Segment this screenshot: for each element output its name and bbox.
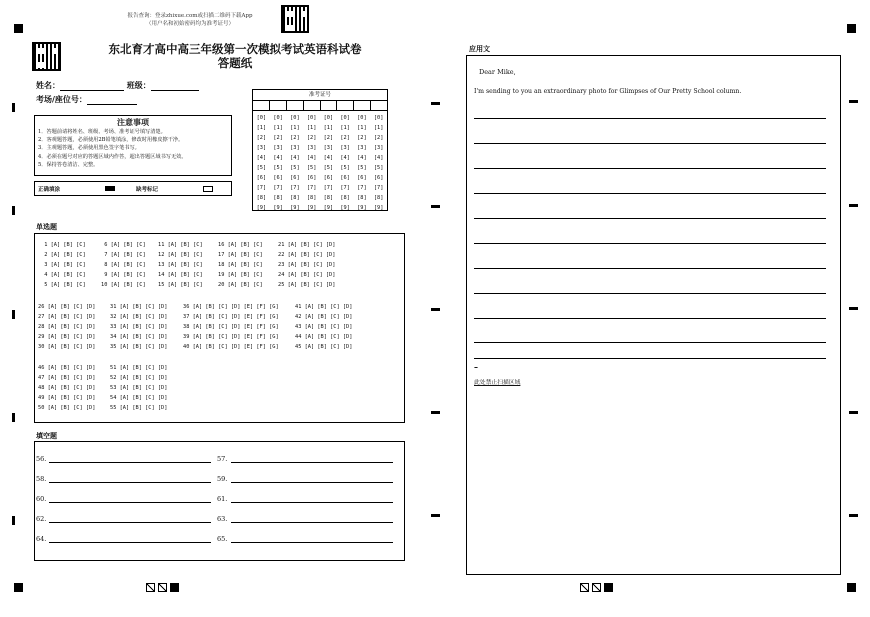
exam-id-digit[interactable]: [9] [306, 205, 317, 211]
exam-id-digit[interactable]: [4] [290, 155, 300, 161]
timing-mark [431, 102, 440, 105]
corner-mark-top-left [14, 24, 23, 33]
choice-question[interactable]: 9 [A] [B] [C] [101, 272, 146, 278]
fill-blank-line[interactable] [49, 522, 211, 523]
exam-id-digit[interactable]: [7] [273, 185, 283, 191]
choice-question[interactable]: 21 [A] [B] [C] [D] [278, 242, 336, 248]
exam-id-digit[interactable]: [0] [373, 115, 384, 121]
name-blank[interactable] [60, 82, 124, 91]
exam-id-digit[interactable]: [4] [256, 155, 267, 161]
report-query-line2: （用户名和初始密码均为准考证号） [145, 21, 234, 27]
choice-question[interactable]: 6 [A] [B] [C] [101, 242, 146, 248]
exam-id-digit[interactable]: [9] [290, 205, 300, 211]
choice-question[interactable]: 41 [A] [B] [C] [D] [295, 304, 353, 310]
exam-id-digit[interactable]: [7] [323, 185, 334, 191]
exam-id-digit[interactable]: [3] [306, 145, 317, 151]
correct-fill-label: 正确填涂 [38, 187, 61, 193]
notice-box [34, 115, 232, 176]
choice-question[interactable]: 52 [A] [B] [C] [D] [110, 375, 168, 381]
choice-question[interactable]: 44 [A] [B] [C] [D] [295, 334, 353, 340]
exam-id-column[interactable] [271, 113, 285, 213]
choice-question[interactable]: 1 [A] [B] [C] [41, 242, 86, 248]
choice-question[interactable]: 17 [A] [B] [C] [218, 252, 263, 258]
choice-question[interactable]: 46 [A] [B] [C] [D] [38, 365, 96, 371]
fill-blank-number: 57. [217, 455, 228, 463]
choice-question[interactable]: 8 [A] [B] [C] [101, 262, 146, 268]
exam-id-digit[interactable]: [1] [323, 125, 334, 131]
choice-question[interactable]: 35 [A] [B] [C] [D] [110, 344, 168, 350]
single-choice-title: 单选题 [36, 223, 57, 231]
fill-blank-number: 65. [217, 535, 228, 543]
choice-question[interactable]: 31 [A] [B] [C] [D] [110, 304, 168, 310]
exam-id-digit[interactable]: [5] [323, 165, 334, 171]
choice-question[interactable]: 40 [A] [B] [C] [D] [E] [F] [G] [183, 344, 279, 350]
choice-question[interactable]: 23 [A] [B] [C] [D] [278, 262, 336, 268]
fill-blank-line[interactable] [49, 482, 211, 483]
exam-id-digit[interactable]: [7] [256, 185, 267, 191]
absent-mark-checkbox[interactable] [203, 186, 213, 192]
exam-id-digit[interactable]: [6] [273, 175, 283, 181]
exam-id-digit[interactable]: [8] [373, 195, 384, 201]
exam-id-digit[interactable]: [0] [256, 115, 267, 121]
exam-id-digit[interactable]: [1] [290, 125, 300, 131]
choice-question[interactable]: 37 [A] [B] [C] [D] [E] [F] [G] [183, 314, 279, 320]
fill-blank-number: 62. [36, 515, 47, 523]
name-label: 姓名： [36, 81, 60, 90]
exam-id-digit[interactable]: [2] [256, 135, 267, 141]
timing-mark [849, 204, 858, 207]
exam-id-column[interactable] [305, 113, 319, 213]
writing-line[interactable] [474, 358, 826, 359]
timing-mark [431, 514, 440, 517]
exam-id-digit[interactable]: [7] [306, 185, 317, 191]
exam-id-digit[interactable]: [8] [340, 195, 350, 201]
choice-question[interactable]: 42 [A] [B] [C] [D] [295, 314, 353, 320]
choice-question[interactable]: 11 [A] [B] [C] [158, 242, 203, 248]
exam-id-grid [252, 89, 388, 211]
choice-question[interactable]: 2 [A] [B] [C] [41, 252, 86, 258]
choice-question[interactable]: 30 [A] [B] [C] [D] [38, 344, 96, 350]
class-label: 班级： [126, 81, 151, 90]
exam-id-digit[interactable]: [7] [290, 185, 300, 191]
exam-id-column[interactable] [288, 113, 302, 213]
exam-id-digit[interactable]: [3] [256, 145, 267, 151]
fill-blank-line[interactable] [231, 522, 393, 523]
exam-id-digit[interactable]: [1] [373, 125, 384, 131]
exam-id-digit[interactable]: [4] [357, 155, 367, 161]
exam-id-column[interactable] [338, 113, 352, 213]
choice-question[interactable]: 4 [A] [B] [C] [41, 272, 86, 278]
exam-id-digit[interactable]: [5] [256, 165, 267, 171]
corner-mark-top-right [847, 24, 856, 33]
exam-id-digit[interactable]: [0] [357, 115, 367, 121]
exam-id-digit[interactable]: [2] [323, 135, 334, 141]
exam-id-digit[interactable]: [9] [273, 205, 283, 211]
writing-line[interactable] [474, 193, 826, 194]
exam-title [90, 42, 380, 70]
choice-question[interactable]: 47 [A] [B] [C] [D] [38, 375, 96, 381]
timing-mark [849, 307, 858, 310]
exam-title-line1: 东北育才高中高三年级第一次模拟考试英语科试卷 [108, 42, 362, 56]
exam-id-digit[interactable]: [3] [273, 145, 283, 151]
choice-question[interactable]: 27 [A] [B] [C] [D] [38, 314, 96, 320]
exam-id-digit[interactable]: [0] [323, 115, 334, 121]
exam-id-digit[interactable]: [4] [323, 155, 334, 161]
writing-line[interactable] [474, 293, 826, 294]
choice-question[interactable]: 55 [A] [B] [C] [D] [110, 405, 168, 411]
exam-id-digit[interactable]: [2] [290, 135, 300, 141]
fill-blank-number: 64. [36, 535, 47, 543]
exam-id-digit[interactable]: [8] [306, 195, 317, 201]
exam-id-digit[interactable]: [3] [323, 145, 334, 151]
choice-question[interactable]: 34 [A] [B] [C] [D] [110, 334, 168, 340]
choice-question[interactable]: 45 [A] [B] [C] [D] [295, 344, 353, 350]
exam-title-line2: 答题纸 [217, 56, 253, 70]
fill-blank-number: 63. [217, 515, 228, 523]
exam-id-digit[interactable]: [9] [373, 205, 384, 211]
choice-question[interactable]: 32 [A] [B] [C] [D] [110, 314, 168, 320]
timing-mark [849, 411, 858, 414]
choice-question[interactable]: 22 [A] [B] [C] [D] [278, 252, 336, 258]
choice-question[interactable]: 49 [A] [B] [C] [D] [38, 395, 96, 401]
exam-id-digit[interactable]: [0] [273, 115, 283, 121]
exam-id-digit[interactable]: [8] [290, 195, 300, 201]
forbidden-area-label: 此处禁止扫描区域 [474, 380, 521, 386]
exam-id-digit[interactable]: [1] [357, 125, 367, 131]
exam-id-digit[interactable]: [8] [323, 195, 334, 201]
exam-id-digit[interactable]: [8] [256, 195, 267, 201]
choice-question[interactable]: 29 [A] [B] [C] [D] [38, 334, 96, 340]
choice-question[interactable]: 14 [A] [B] [C] [158, 272, 203, 278]
page-code-left [146, 583, 179, 592]
exam-id-digit[interactable]: [9] [340, 205, 350, 211]
exam-id-digit[interactable]: [7] [373, 185, 384, 191]
notice-item: 4．必须在题号对应的答题区域内作答，超出答题区域书写无效。 [38, 153, 187, 160]
exam-id-digit[interactable]: [1] [340, 125, 350, 131]
exam-id-digit[interactable]: [4] [273, 155, 283, 161]
exam-id-digit[interactable]: [4] [306, 155, 317, 161]
notice-title: 注意事项 [117, 118, 149, 127]
exam-id-digit[interactable]: [3] [340, 145, 350, 151]
exam-id-digit[interactable]: [2] [273, 135, 283, 141]
choice-question[interactable]: 33 [A] [B] [C] [D] [110, 324, 168, 330]
exam-id-digit[interactable]: [6] [373, 175, 384, 181]
report-query-line1: 报告查询：登录zhixue.com或扫描二维码下载App [127, 13, 253, 19]
timing-mark [431, 411, 440, 414]
choice-question[interactable]: 43 [A] [B] [C] [D] [295, 324, 353, 330]
name-field[interactable] [36, 80, 199, 91]
exam-id-column[interactable] [321, 113, 335, 213]
class-blank[interactable] [151, 82, 199, 91]
notice-item: 1．答题前请将姓名、班级、考场、准考证号填写清楚。 [38, 129, 166, 135]
writing-line[interactable] [474, 168, 826, 169]
absent-mark-label: 缺考标记 [136, 187, 159, 193]
corner-mark-bottom-left [14, 583, 23, 592]
choice-question[interactable]: 38 [A] [B] [C] [D] [E] [F] [G] [183, 324, 279, 330]
room-blank[interactable] [87, 96, 137, 105]
exam-id-digit[interactable]: [2] [357, 135, 367, 141]
fill-blank-line[interactable] [49, 462, 211, 463]
exam-id-column[interactable] [372, 113, 386, 213]
exam-id-digit[interactable]: [6] [357, 175, 367, 181]
timing-mark [849, 514, 858, 517]
notice-item: 2．客观题答题，必须使用2B铅笔填涂，修改时用橡皮擦干净。 [38, 137, 184, 144]
exam-id-digit[interactable]: [3] [373, 145, 384, 151]
timing-mark [12, 413, 15, 422]
fill-blank-number: 58. [36, 475, 47, 483]
correct-fill-sample [105, 186, 115, 191]
writing-line[interactable] [474, 218, 826, 219]
choice-question[interactable]: 15 [A] [B] [C] [158, 282, 203, 288]
writing-line[interactable] [474, 318, 826, 319]
notice-item: 3．主观题答题，必须使用黑色签字笔书写。 [38, 145, 140, 152]
timing-mark [431, 308, 440, 311]
exam-id-digit[interactable]: [9] [323, 205, 334, 211]
writing-box [466, 55, 841, 575]
choice-question[interactable]: 51 [A] [B] [C] [D] [110, 365, 168, 371]
writing-line[interactable] [474, 268, 826, 269]
writing-line[interactable] [474, 342, 826, 343]
report-query-notice [110, 12, 270, 28]
exam-id-digit[interactable]: [1] [256, 125, 267, 131]
choice-question[interactable]: 3 [A] [B] [C] [41, 262, 86, 268]
fill-blank-line[interactable] [231, 542, 393, 543]
writing-line[interactable] [474, 118, 826, 119]
timing-mark [12, 310, 15, 319]
choice-question[interactable]: 18 [A] [B] [C] [218, 262, 263, 268]
exam-id-digit[interactable]: [9] [357, 205, 367, 211]
exam-id-digit[interactable]: [0] [340, 115, 350, 121]
exam-id-digit[interactable]: [1] [273, 125, 283, 131]
fill-example-box [34, 181, 232, 196]
exam-id-digit[interactable]: [6] [256, 175, 267, 181]
exam-id-digit[interactable]: [2] [306, 135, 317, 141]
choice-question[interactable]: 13 [A] [B] [C] [158, 262, 203, 268]
choice-question[interactable]: 19 [A] [B] [C] [218, 272, 263, 278]
exam-id-digit[interactable]: [5] [357, 165, 367, 171]
exam-id-digit[interactable]: [5] [340, 165, 350, 171]
room-label: 考场/座位号： [36, 95, 87, 104]
choice-question[interactable]: 12 [A] [B] [C] [158, 252, 203, 258]
choice-question[interactable]: 39 [A] [B] [C] [D] [E] [F] [G] [183, 334, 279, 340]
fill-blank-number: 60. [36, 495, 47, 503]
corner-mark-bottom-right [847, 583, 856, 592]
exam-id-digit[interactable]: [3] [357, 145, 367, 151]
timing-mark [12, 206, 15, 215]
choice-question[interactable]: 24 [A] [B] [C] [D] [278, 272, 336, 278]
exam-id-digit[interactable]: [7] [340, 185, 350, 191]
qr-code-icon [32, 42, 61, 71]
exam-id-digit[interactable]: [4] [373, 155, 384, 161]
writing-title: 应用文 [469, 45, 490, 53]
exam-id-digit[interactable]: [6] [323, 175, 334, 181]
exam-id-digit[interactable]: [0] [290, 115, 300, 121]
choice-question[interactable]: 7 [A] [B] [C] [101, 252, 146, 258]
page-code-right [580, 583, 613, 592]
timing-mark [12, 516, 15, 525]
choice-question[interactable]: 25 [A] [B] [C] [D] [278, 282, 336, 288]
exam-id-digit[interactable]: [5] [373, 165, 384, 171]
fill-blank-line[interactable] [49, 502, 211, 503]
exam-id-label: 准考证号 [253, 90, 387, 101]
exam-id-digit[interactable]: [8] [357, 195, 367, 201]
exam-id-digit[interactable]: [9] [256, 205, 267, 211]
writing-line[interactable] [474, 243, 826, 244]
fill-blank-number: 56. [36, 455, 47, 463]
fill-blank-line[interactable] [231, 482, 393, 483]
room-field[interactable] [36, 94, 137, 105]
choice-question[interactable]: 20 [A] [B] [C] [218, 282, 263, 288]
exam-id-digit[interactable]: [6] [306, 175, 317, 181]
fill-blank-line[interactable] [231, 502, 393, 503]
choice-question[interactable]: 26 [A] [B] [C] [D] [38, 304, 96, 310]
choice-question[interactable]: 16 [A] [B] [C] [218, 242, 263, 248]
exam-id-digit[interactable]: [2] [340, 135, 350, 141]
choice-question[interactable]: 28 [A] [B] [C] [D] [38, 324, 96, 330]
writing-first-line: I'm sending to you an extraordinary photo for Glimpses of Our Pretty School column. [474, 88, 742, 95]
exam-id-column[interactable] [355, 113, 369, 213]
exam-id-digit[interactable]: [2] [373, 135, 384, 141]
exam-id-digit[interactable]: [8] [273, 195, 283, 201]
exam-id-digit[interactable]: [5] [273, 165, 283, 171]
fill-blank-line[interactable] [231, 462, 393, 463]
exam-id-digit[interactable]: [3] [290, 145, 300, 151]
writing-dash: – [474, 362, 478, 372]
fill-blank-number: 61. [217, 495, 228, 503]
writing-line[interactable] [474, 143, 826, 144]
exam-id-digit[interactable]: [5] [306, 165, 317, 171]
exam-id-digit[interactable]: [6] [340, 175, 350, 181]
exam-id-digit[interactable]: [7] [357, 185, 367, 191]
choice-question[interactable]: 54 [A] [B] [C] [D] [110, 395, 168, 401]
timing-mark [849, 100, 858, 103]
choice-question[interactable]: 10 [A] [B] [C] [101, 282, 146, 288]
timing-mark [431, 205, 440, 208]
choice-question[interactable]: 36 [A] [B] [C] [D] [E] [F] [G] [183, 304, 279, 310]
choice-question[interactable]: 50 [A] [B] [C] [D] [38, 405, 96, 411]
exam-id-column[interactable] [254, 113, 268, 213]
fill-blank-line[interactable] [49, 542, 211, 543]
exam-id-digit[interactable]: [6] [290, 175, 300, 181]
writing-greeting: Dear Mike, [479, 68, 516, 76]
choice-question[interactable]: 53 [A] [B] [C] [D] [110, 385, 168, 391]
notice-item: 5．保持答卷清洁、完整。 [38, 161, 99, 168]
exam-id-columns[interactable] [253, 111, 387, 213]
exam-id-digit[interactable]: [4] [340, 155, 350, 161]
fill-blank-number: 59. [217, 475, 228, 483]
choice-question[interactable]: 48 [A] [B] [C] [D] [38, 385, 96, 391]
exam-id-digit[interactable]: [1] [306, 125, 317, 131]
fill-blank-title: 填空题 [36, 432, 57, 440]
exam-id-digit[interactable]: [5] [290, 165, 300, 171]
qr-code-icon [281, 5, 309, 33]
exam-id-digit[interactable]: [0] [306, 115, 317, 121]
choice-question[interactable]: 5 [A] [B] [C] [41, 282, 86, 288]
timing-mark [12, 103, 15, 112]
